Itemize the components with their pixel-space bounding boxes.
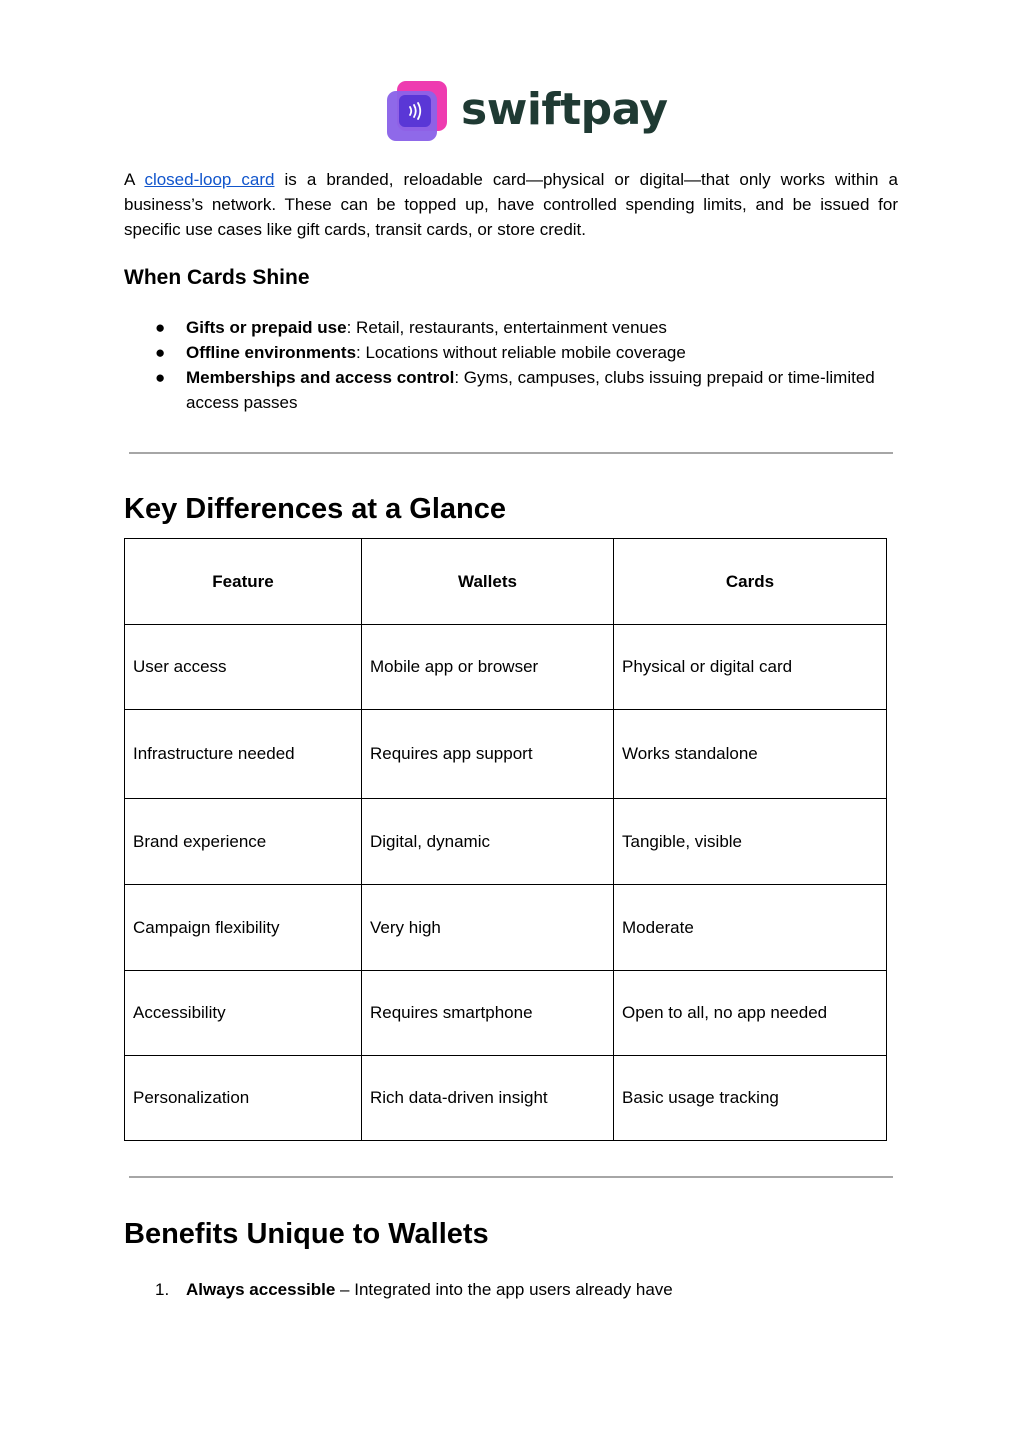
bullet-icon: ● xyxy=(155,318,166,337)
table-cell: Accessibility xyxy=(125,971,362,1056)
list-item xyxy=(124,1277,673,1302)
column-header-wallets: Wallets xyxy=(362,539,614,625)
table-row xyxy=(125,971,887,1056)
list-item xyxy=(124,365,884,415)
comparison-table xyxy=(124,538,887,1141)
table-row xyxy=(125,625,887,710)
table-cell: Basic usage tracking xyxy=(614,1056,887,1141)
intro-prefix: A xyxy=(124,170,145,189)
table-cell: User access xyxy=(125,625,362,710)
when-cards-shine-list xyxy=(124,315,884,415)
closed-loop-card-link[interactable]: closed-loop card xyxy=(144,170,275,189)
intro-text: is a branded, reloadable card—physical or digital—that only works within a business’s network. These can be topped up, have controlled spending limits, and be issued for specific use cases like gift cards, transit cards, or store credit. xyxy=(124,170,898,239)
table-cell: Rich data-driven insight xyxy=(362,1056,614,1141)
table-header-row xyxy=(125,539,887,625)
benefits-list xyxy=(124,1277,673,1302)
benefits-heading: Benefits Unique to Wallets xyxy=(124,1218,489,1250)
table-row xyxy=(125,885,887,971)
list-item-bold: Always accessible xyxy=(186,1280,336,1299)
list-item-bold: Offline environments xyxy=(186,343,357,362)
horizontal-divider xyxy=(129,1176,893,1178)
contactless-icon xyxy=(387,81,449,143)
table-cell: Requires app support xyxy=(362,710,614,799)
list-item-bold: Memberships and access control xyxy=(186,368,455,387)
list-item xyxy=(124,315,884,340)
bullet-icon: ● xyxy=(155,343,166,362)
horizontal-divider xyxy=(129,452,893,454)
table-cell: Open to all, no app needed xyxy=(614,971,887,1056)
table-cell: Moderate xyxy=(614,885,887,971)
list-item-text: – Integrated into the app users already have xyxy=(335,1280,673,1299)
column-header-feature: Feature xyxy=(125,539,362,625)
key-differences-heading: Key Differences at a Glance xyxy=(124,493,507,525)
table-cell: Physical or digital card xyxy=(614,625,887,710)
list-item-text: : Locations without reliable mobile coverage xyxy=(356,343,686,362)
swiftpay-logo xyxy=(387,80,668,144)
table-cell: Personalization xyxy=(125,1056,362,1141)
bullet-icon: ● xyxy=(155,368,166,387)
table-cell: Requires smartphone xyxy=(362,971,614,1056)
table-cell: Brand experience xyxy=(125,799,362,885)
table-cell: Tangible, visible xyxy=(614,799,887,885)
list-item-text: : Retail, restaurants, entertainment venues xyxy=(346,318,667,337)
when-cards-shine-heading: When Cards Shine xyxy=(124,266,310,289)
intro-paragraph xyxy=(124,167,898,242)
table-cell: Campaign flexibility xyxy=(125,885,362,971)
list-item-bold: Gifts or prepaid use xyxy=(186,318,347,337)
table-cell: Infrastructure needed xyxy=(125,710,362,799)
table-cell: Mobile app or browser xyxy=(362,625,614,710)
table-cell: Works standalone xyxy=(614,710,887,799)
table-cell: Digital, dynamic xyxy=(362,799,614,885)
list-item-text: : Gyms, campuses, clubs issuing prepaid or time-limited access passes xyxy=(186,368,875,412)
table-cell: Very high xyxy=(362,885,614,971)
list-item xyxy=(124,340,884,365)
table-row xyxy=(125,799,887,885)
brand-name: swiftpay xyxy=(461,84,668,135)
table-row xyxy=(125,710,887,799)
column-header-cards: Cards xyxy=(614,539,887,625)
table-row xyxy=(125,1056,887,1141)
list-item-number: 1. xyxy=(155,1280,170,1299)
